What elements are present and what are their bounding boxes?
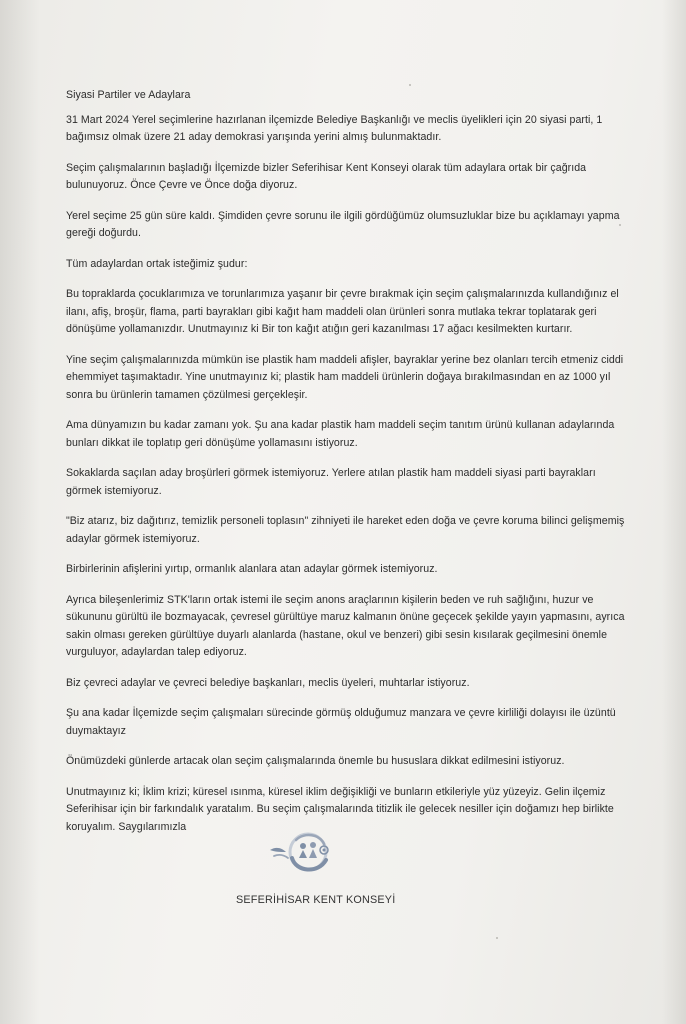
letter-paragraph: Şu ana kadar İlçemizde seçim çalışmaları sürecinde görmüş olduğumuz manzara ve çevre kirliliği dolayısı ile üzüntü duymaktayız <box>66 707 616 737</box>
letter-paragraph: "Biz atarız, biz dağıtırız, temizlik personeli toplasın" zihniyeti ile hareket eden doğa ve çevre koruma bilinci gelişmemiş adaylar görmek istemiyoruz. <box>66 515 625 545</box>
paper-speck <box>496 937 498 939</box>
letter-paragraph: Yerel seçime 25 gün süre kaldı. Şimdiden çevre sorunu ile ilgili gördüğümüz olumsuzluklar bize bu açıklamayı yapma gereği doğurdu. <box>66 209 620 239</box>
letter-paragraph: Bu topraklarda çocuklarımıza ve torunlarımıza yaşanır bir çevre bırakmak için seçim çalışmalarınızda kullandığınız el ilanı, afiş, broşür, flama, parti bayrakları gibi kağıt ham maddeli olan ürünleri sonra mutlaka tekrar toplatarak geri dönüşüme yollamanızdır. Unutmayınız ki Bir ton kağıt atığın geri kazanılması 17 ağacı kesilmekten kurtarır. <box>66 288 619 335</box>
letter-paragraph: Unutmayınız ki; İklim krizi; küresel ısınma, küresel iklim değişikliği ve bunların etkileriyle yüz yüzeyiz. Gelin ilçemiz Seferihisar için bir farkındalık yaratalım. Bu seçim çalışmalarında titizlik ile gelecek nesiller için doğamızı hep birlikte koruyalım. Saygılarımızla <box>66 785 614 833</box>
letter-paragraph: Ama dünyamızın bu kadar zamanı yok. Şu ana kadar plastik ham maddeli seçim tanıtım ürünü kullanan adaylarında bunları dikkat ile toplatıp geri dönüşüme yollamasını istiyoruz. <box>66 419 615 449</box>
letter-paragraph: Önümüzdeki günlerde artacak olan seçim çalışmalarında önemle bu hususlara dikkat edilmesini istiyoruz. <box>66 755 565 767</box>
letter-paragraph: Yine seçim çalışmalarınızda mümkün ise plastik ham maddeli afişler, bayraklar yerine bez olanları tercih etmeniz ciddi ehemmiyet taşımaktadır. Yine unutmayınız ki; plastik ham maddeli ürünlerin doğaya bırakılmasından en az 1000 yıl sonra bu ürünlerin tamamen çözülmesi gerçekleşir. <box>66 353 624 401</box>
letter-paragraph: Biz çevreci adaylar ve çevreci belediye başkanları, meclis üyeleri, muhtarlar istiyoruz. <box>66 676 470 689</box>
letter-paragraph: Ayrıca bileşenlerimiz STK'ların ortak istemi ile seçim anons araçlarının kişilerin beden ve ruh sağlığını, huzur ve sükununu gürültü ile bozmayacak, çevresel gürültüye maruz kalmanın önüne geçecek şekilde yayın yapmasını, ayrıca sakin olması gereken gürültüye duyarlı alanlarda (hastane, okul ve benzeri) gibi sesin kısılarak geçilmesini önemle vurguluyor, adaylardan talep ediyoruz. <box>66 593 625 658</box>
letter-paragraph: 31 Mart 2024 Yerel seçimlerine hazırlanan ilçemizde Belediye Başkanlığı ve meclis üyelikleri için 20 siyasi parti, 1 bağımsız olmak üzere 21 aday demokrasi yarışında yerini almış bulunmaktadır. <box>66 113 603 143</box>
letter-paragraph: Seçim çalışmalarının başladığı İlçemizde bizler Seferihisar Kent Konseyi olarak tüm adaylara ortak bir çağrıda bulunuyoruz. Önce Çevre ve Önce doğa diyoruz. <box>66 161 587 191</box>
letter-paragraph: Birbirlerinin afişlerini yırtıp, ormanlık alanlara atan adaylar görmek istemiyoruz. <box>66 563 438 575</box>
paper-speck <box>409 84 411 86</box>
organization-name: SEFERİHİSAR KENT KONSEYİ <box>236 894 396 906</box>
letter-body <box>66 87 626 849</box>
letter-paragraph: Sokaklarda saçılan aday broşürleri görmek istemiyoruz. Yerlere atılan plastik ham maddeli siyasi parti bayrakları görmek istemiyoruz. <box>66 467 596 497</box>
seferihisar-kent-konseyi-logo-icon <box>266 828 340 880</box>
signature-block <box>0 828 686 906</box>
letter-salutation: Siyasi Partiler ve Adaylara <box>66 89 191 101</box>
letter-paragraph: Tüm adaylardan ortak isteğimiz şudur: <box>66 257 248 270</box>
